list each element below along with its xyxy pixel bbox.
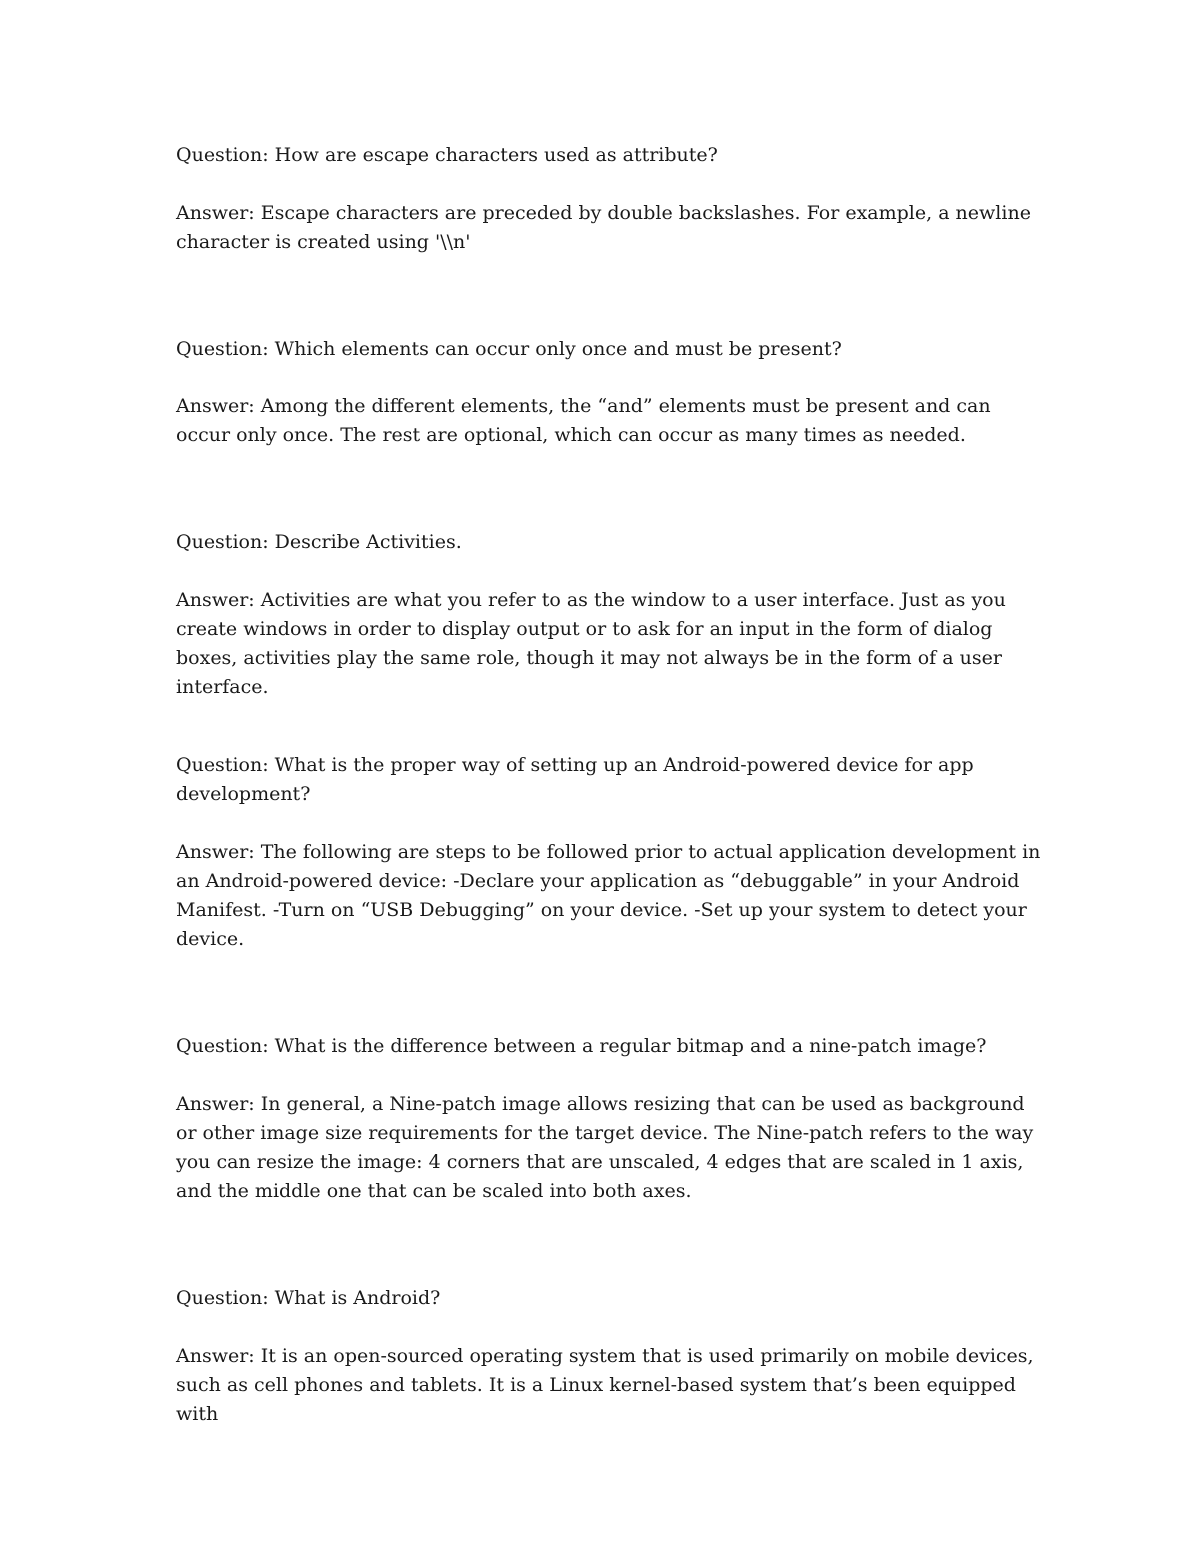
answer-text: Answer: Activities are what you refer to as the window to a user interface. Just as you create windows in order to display output or to ask for an input in the form of dialog boxes, activities play the same role, though it may not always be in the form of a user interface. bbox=[176, 589, 1006, 698]
question-text: Question: What is the proper way of setting up an Android-powered device for app development? bbox=[176, 754, 974, 805]
answer-text: Answer: It is an open-sourced operating system that is used primarily on mobile devices, such as cell phones and tablets. It is a Linux kernel-based system that’s been equipped with bbox=[176, 1345, 1034, 1425]
answer-text: Answer: Escape characters are preceded by double backslashes. For example, a newline character is created using '\\n' bbox=[176, 202, 1031, 253]
answer-text: Answer: In general, a Nine-patch image allows resizing that can be used as background or other image size requirements for the target device. The Nine-patch refers to the way you can resize the image: 4 corners that are unscaled, 4 edges that are scaled in 1 axis, and the middle one that can be scaled into both axes. bbox=[176, 1093, 1034, 1202]
question-text: Question: How are escape characters used as attribute? bbox=[176, 144, 718, 166]
answer-text: Answer: Among the different elements, the “and” elements must be present and can occur only once. The rest are optional, which can occur as many times as needed. bbox=[176, 395, 991, 446]
question-text: Question: What is Android? bbox=[176, 1287, 441, 1309]
answer-text: Answer: The following are steps to be followed prior to actual application development in an Android-powered device: -Declare your application as “debuggable” in your Android Manifest. -Turn on “USB Debugging” on your device. -Set up your system to detect your device. bbox=[176, 841, 1041, 950]
question-text: Question: Describe Activities. bbox=[176, 531, 462, 553]
question-text: Question: What is the difference between a regular bitmap and a nine-patch image? bbox=[176, 1035, 987, 1057]
question-text: Question: Which elements can occur only once and must be present? bbox=[176, 338, 842, 360]
